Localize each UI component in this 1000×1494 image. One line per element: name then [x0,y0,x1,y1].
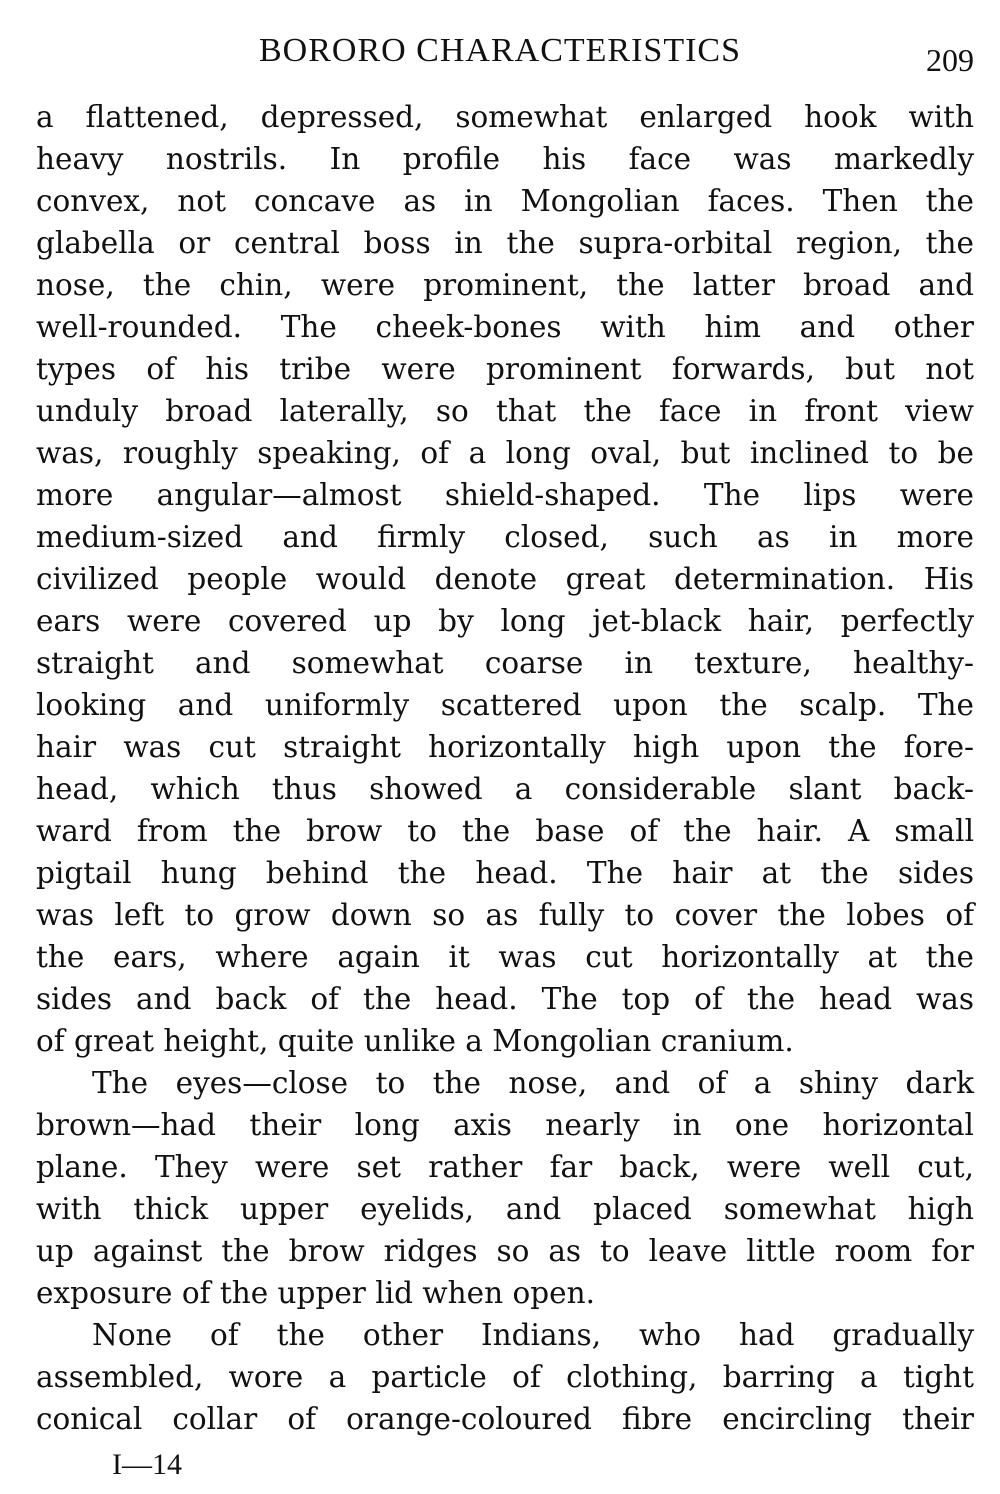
text-line: pigtail hung behind the head. The hair at the sides [36,856,974,890]
text-line: well-rounded. The cheek-bones with him and other [36,310,974,344]
paragraph-2 [36,1062,974,1314]
running-title: BORORO CHARACTERISTICS [258,32,741,69]
text-line: a flattened, depressed, somewhat enlarged hook with [36,100,974,134]
text-line: nose, the chin, were prominent, the latter broad and [36,268,974,302]
text-line: unduly broad laterally, so that the face in front view [36,394,974,428]
text-line: the ears, where again it was cut horizontally at the [36,940,974,974]
text-line: exposure of the upper lid when open. [36,1276,595,1310]
text-line: heavy nostrils. In profile his face was markedly [36,142,974,176]
paragraph-3 [36,1314,974,1440]
body-text [36,96,974,1440]
text-line: sides and back of the head. The top of the head was [36,982,974,1016]
text-line: convex, not concave as in Mongolian faces. Then the [36,184,974,218]
text-line: was, roughly speaking, of a long oval, but inclined to be [36,436,974,470]
text-line: with thick upper eyelids, and placed somewhat high [36,1192,974,1226]
text-line: looking and uniformly scattered upon the scalp. The [36,688,974,722]
text-line: hair was cut straight horizontally high upon the fore- [36,730,974,764]
signature-mark: I—14 [112,1448,182,1481]
text-line: ears were covered up by long jet-black hair, perfectly [36,604,974,638]
text-line: assembled, wore a particle of clothing, barring a tight [36,1360,974,1394]
text-line: was left to grow down so as fully to cover the lobes of [36,898,974,932]
text-line: of great height, quite unlike a Mongolian cranium. [36,1024,794,1058]
text-line: civilized people would denote great determination. His [36,562,974,596]
paragraph-1 [36,96,974,1062]
text-line: None of the other Indians, who had gradually [92,1318,974,1352]
text-line: conical collar of orange-coloured fibre encircling their [36,1402,974,1436]
text-line: head, which thus showed a considerable slant back- [36,772,974,806]
text-line: brown—had their long axis nearly in one horizontal [36,1108,974,1142]
text-line: The eyes—close to the nose, and of a shiny dark [92,1066,974,1100]
text-line: plane. They were set rather far back, were well cut, [36,1150,974,1184]
text-line: up against the brow ridges so as to leave little room for [36,1234,974,1268]
text-line: ward from the brow to the base of the hair. A small [36,814,974,848]
text-line: types of his tribe were prominent forwards, but not [36,352,974,386]
text-line: medium-sized and firmly closed, such as in more [36,520,974,554]
text-line: more angular—almost shield-shaped. The lips were [36,478,974,512]
page-number: 209 [926,42,974,78]
text-line: straight and somewhat coarse in texture, healthy- [36,646,974,680]
text-line: glabella or central boss in the supra-orbital region, the [36,226,974,260]
